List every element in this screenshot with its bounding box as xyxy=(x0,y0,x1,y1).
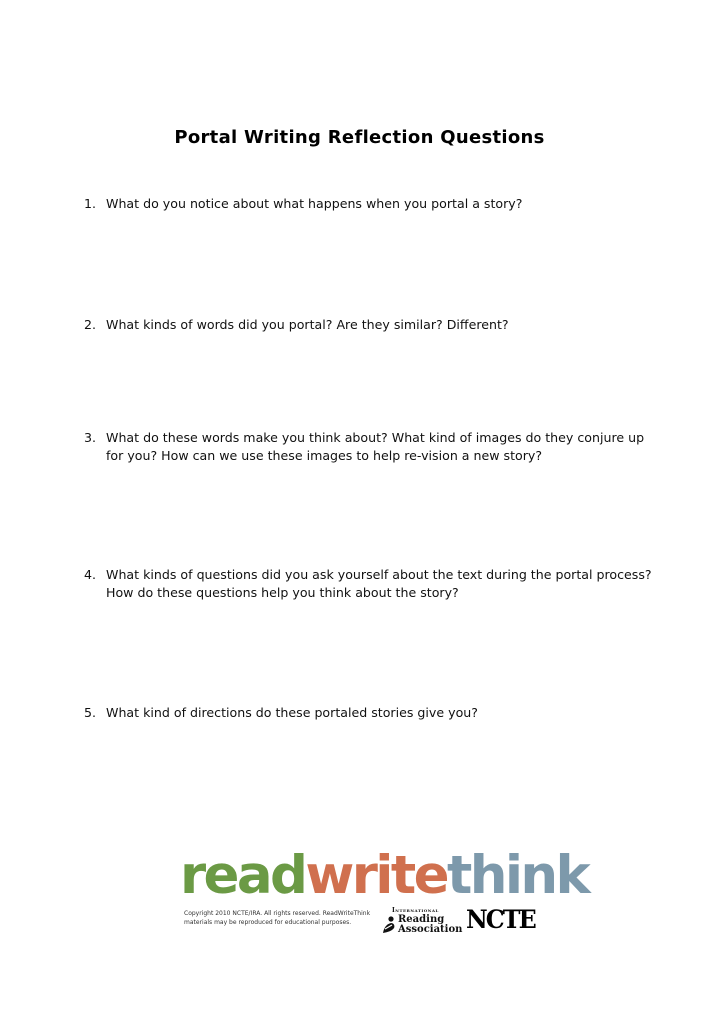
ncte-logo: NCTE xyxy=(466,905,535,934)
logo-think: think xyxy=(446,845,589,906)
ira-international: International xyxy=(392,907,439,914)
question-3 xyxy=(84,429,664,465)
question-text: What do you notice about what happens when you portal a story? xyxy=(106,196,523,211)
ira-reading: Reading xyxy=(398,914,445,925)
copyright-notice xyxy=(184,909,374,927)
question-number: 2. xyxy=(84,317,97,332)
question-2 xyxy=(84,316,664,334)
readwritethink-logo xyxy=(180,845,589,906)
question-text: What kinds of words did you portal? Are they similar? Different? xyxy=(106,317,509,332)
question-1 xyxy=(84,195,664,213)
question-number: 4. xyxy=(84,567,97,582)
logo-write: write xyxy=(305,845,447,906)
ira-association: Association xyxy=(398,924,463,935)
ira-logo xyxy=(382,907,463,935)
copyright-line-1: Copyright 2010 NCTE/IRA. All rights reserved. ReadWriteThink xyxy=(184,910,371,917)
question-number: 3. xyxy=(84,430,97,445)
question-5 xyxy=(84,704,664,722)
copyright-line-2: materials may be reproduced for educational purposes. xyxy=(184,919,352,926)
question-number: 1. xyxy=(84,196,97,211)
logo-read: read xyxy=(180,845,306,906)
question-number: 5. xyxy=(84,705,97,720)
page-title: Portal Writing Reflection Questions xyxy=(174,127,545,148)
reader-icon xyxy=(382,916,396,934)
question-text: What kinds of questions did you ask yourself about the text during the portal process? How do these questions help you think about the story? xyxy=(106,567,652,600)
question-text: What do these words make you think about? What kind of images do they conjure up for you? How can we use these images to help re-vision a new story? xyxy=(106,430,645,463)
question-4 xyxy=(84,566,664,602)
question-text: What kind of directions do these portaled stories give you? xyxy=(106,705,478,720)
